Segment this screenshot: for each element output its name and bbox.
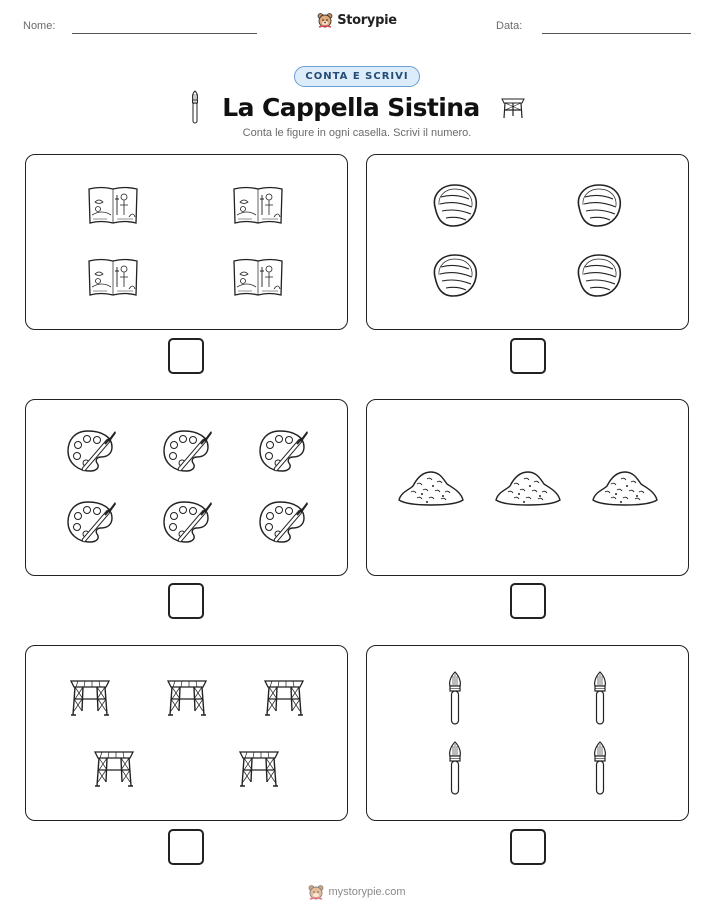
count-panel-palettes (25, 399, 348, 576)
paintbrush-icon (444, 670, 466, 726)
footer-url: mystorypie.com (328, 886, 406, 898)
name-label: Nome: (23, 20, 56, 32)
palette-icon (66, 498, 118, 546)
plaster-pile-icon (591, 462, 659, 510)
palette-icon (162, 427, 214, 475)
fresco-icon (232, 257, 284, 299)
instructions: Conta le figure in ogni casella. Scrivi il numero. (242, 127, 472, 139)
bear-logo-icon (317, 12, 333, 28)
fresco-icon (232, 185, 284, 227)
fresco-icon (87, 185, 139, 227)
paintbrush-icon (589, 740, 611, 796)
fresco-icon (87, 257, 139, 299)
palette-icon (162, 498, 214, 546)
brand-name: Storypie (337, 12, 397, 28)
date-label: Data: (496, 20, 523, 32)
footer (0, 884, 714, 900)
paintbrush-icon (188, 90, 202, 124)
palette-icon (258, 427, 310, 475)
palette-icon (258, 498, 310, 546)
count-panel-scaffolds (25, 645, 348, 821)
stone-icon (573, 181, 625, 229)
stone-icon (429, 251, 481, 299)
paintbrush-icon (444, 740, 466, 796)
answer-box-stones[interactable] (510, 338, 546, 374)
scaffold-icon (237, 744, 281, 790)
paintbrush-icon (589, 670, 611, 726)
count-panel-stones (366, 154, 689, 330)
scaffold-icon (68, 673, 112, 719)
name-field[interactable] (72, 33, 257, 34)
scaffold-icon (165, 673, 209, 719)
stone-icon (429, 181, 481, 229)
activity-badge: CONTA E SCRIVI (294, 66, 419, 87)
brand (0, 12, 714, 28)
answer-box-scaffolds[interactable] (168, 829, 204, 865)
scaffold-icon (500, 94, 526, 120)
bear-logo-icon (308, 884, 324, 900)
answer-box-plaster[interactable] (510, 583, 546, 619)
stone-icon (573, 251, 625, 299)
palette-icon (66, 427, 118, 475)
count-panel-brushes (366, 645, 689, 821)
scaffold-icon (262, 673, 306, 719)
scaffold-icon (92, 744, 136, 790)
date-field[interactable] (542, 33, 691, 34)
count-panel-frescoes (25, 154, 348, 330)
answer-box-palettes[interactable] (168, 583, 204, 619)
answer-box-brushes[interactable] (510, 829, 546, 865)
answer-box-frescoes[interactable] (168, 338, 204, 374)
plaster-pile-icon (397, 462, 465, 510)
page-title: La Cappella Sistina (222, 92, 480, 122)
count-panel-plaster (366, 399, 689, 576)
plaster-pile-icon (494, 462, 562, 510)
